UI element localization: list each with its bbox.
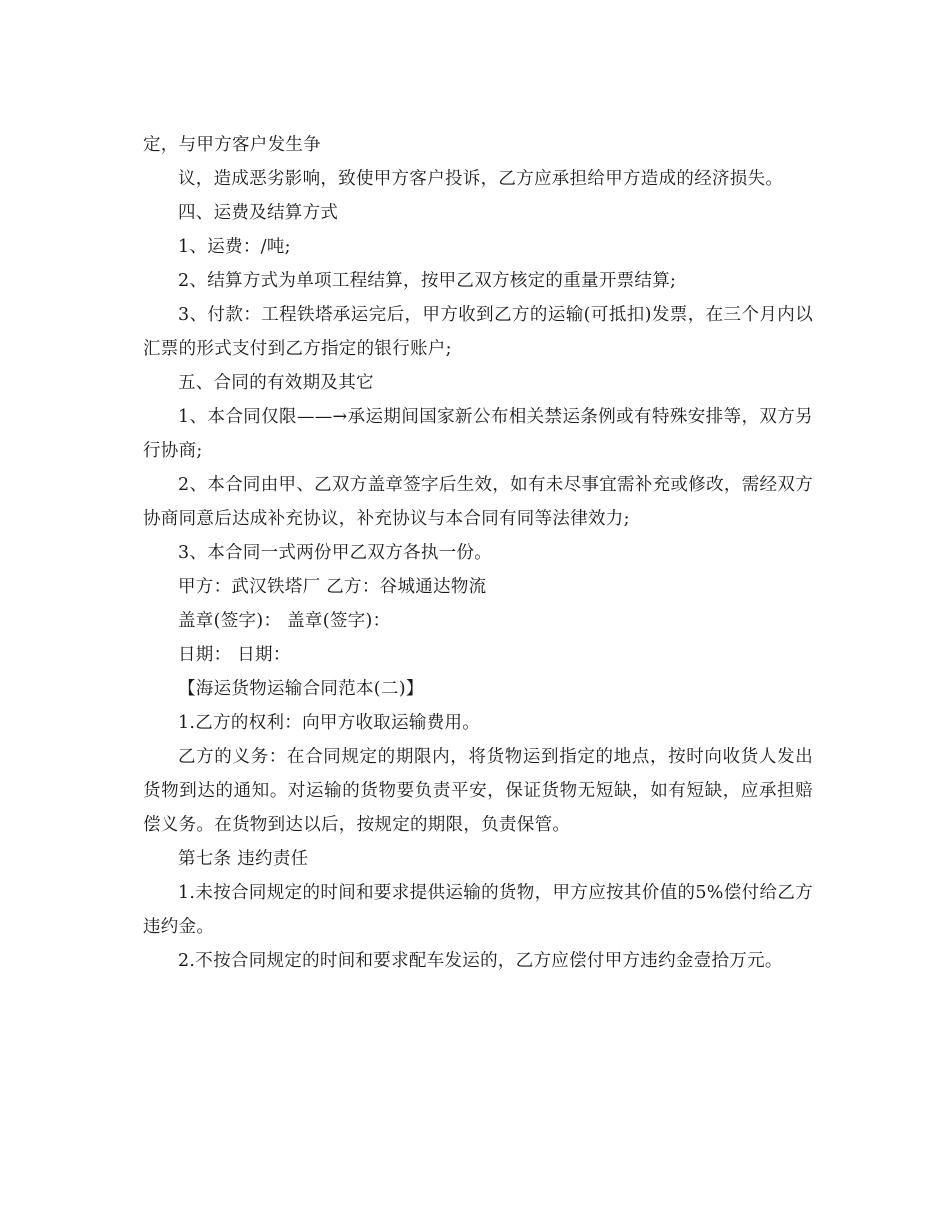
section-heading-validity: 五、合同的有效期及其它 — [178, 373, 374, 393]
paragraph-continuation: 定，与甲方客户发生争 — [143, 135, 321, 155]
paragraph-freight: 1、运费：/吨; — [178, 237, 291, 257]
date-line: 日期： 日期： — [178, 645, 291, 665]
paragraph-liability-2: 2.不按合同规定的时间和要求配车发运的，乙方应偿付甲方违约金壹拾万元。 — [178, 951, 783, 971]
paragraph-settlement-method: 2、结算方式为单项工程结算，按甲乙双方核定的重量开票结算; — [178, 271, 677, 291]
contract-template-title: 【海运货物运输合同范本(二)】 — [178, 679, 424, 699]
paragraph-validity-3: 3、本合同一式两份甲乙双方各执一份。 — [178, 543, 493, 563]
paragraph-validity-2: 2、本合同由甲、乙双方盖章签字后生效，如有未尽事宜需补充或修改，需经双方协商同意后达成补充协议，补充协议与本合同有同等法律效力; — [143, 475, 813, 529]
article-heading-liability: 第七条 违约责任 — [178, 849, 309, 869]
paragraph-party-b-obligations: 乙方的义务：在合同规定的期限内，将货物运到指定的地点，按时向收货人发出货物到达的通知。对运输的货物要负责平安，保证货物无短缺，如有短缺，应承担赔偿义务。在货物到达以后，按规定的期限，负责保管。 — [143, 747, 813, 835]
signature-line: 盖章(签字)： 盖章(签字)： — [178, 611, 391, 631]
paragraph-payment: 3、付款：工程铁塔承运完后，甲方收到乙方的运输(可抵扣)发票，在三个月内以汇票的形式支付到乙方指定的银行账户; — [143, 305, 813, 359]
paragraph-party-b-rights: 1.乙方的权利：向甲方收取运输费用。 — [178, 713, 481, 733]
paragraph-loss-clause: 议，造成恶劣影响，致使甲方客户投诉，乙方应承担给甲方造成的经济损失。 — [178, 169, 784, 189]
paragraph-validity-1: 1、本合同仅限——→承运期间国家新公布相关禁运条例或有特殊安排等，双方另行协商; — [143, 407, 813, 461]
document-body — [143, 128, 813, 978]
section-heading-freight-settlement: 四、运费及结算方式 — [178, 203, 339, 223]
parties-line: 甲方：武汉铁塔厂 乙方：谷城通达物流 — [178, 577, 487, 597]
paragraph-liability-1: 1.未按合同规定的时间和要求提供运输的货物，甲方应按其价值的5%偿付给乙方违约金。 — [143, 883, 813, 937]
